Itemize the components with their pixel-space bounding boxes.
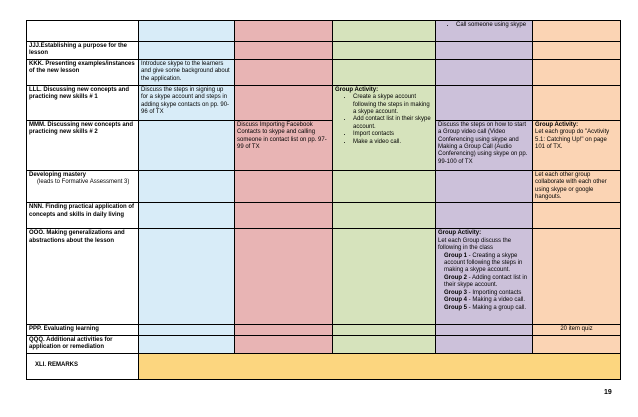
- day5-cell: [533, 120, 621, 170]
- group-activity-title: Group Activity:: [535, 121, 579, 128]
- day1-cell: [139, 325, 235, 335]
- table-row: [27, 335, 621, 353]
- table-row: [27, 229, 621, 325]
- day5-cell: [533, 203, 621, 229]
- row-label-title: Developing mastery: [29, 171, 87, 178]
- day1-cell: [139, 21, 235, 42]
- day2-cell: [235, 170, 333, 203]
- page-number: 19: [604, 389, 612, 396]
- day4-cell: [436, 203, 533, 229]
- row-label: LLL. Discussing new concepts and practicing new skills # 1: [27, 85, 139, 120]
- row-label-sub: (leads to Formative Assessment 3): [37, 179, 130, 186]
- table-row: [27, 203, 621, 229]
- group-text: - Adding contact list in their skype account.: [444, 274, 528, 289]
- day2-cell: [235, 42, 333, 60]
- day5-cell: 20 item quiz: [533, 325, 621, 335]
- day3-cell: [333, 85, 436, 170]
- lesson-plan-table: [26, 20, 621, 380]
- row-label: QQQ. Additional activities for application or remediation: [27, 335, 139, 353]
- day4-cell: [436, 42, 533, 60]
- day5-cell: [533, 229, 621, 325]
- day2-cell: [235, 85, 333, 120]
- day5-cell: [533, 21, 621, 42]
- group-name: Group 4: [444, 297, 468, 304]
- day4-cell: [436, 170, 533, 203]
- group-text: - Creating a skype account following the steps in making a skype account.: [444, 252, 523, 274]
- list-item: • Call someone using skype: [456, 22, 530, 29]
- day3-cell: [333, 42, 436, 60]
- group-text: - Making a video call.: [467, 297, 526, 304]
- day3-cell: [333, 229, 436, 325]
- row-label-cell: [27, 21, 139, 42]
- table-row: [27, 42, 621, 60]
- day2-cell: Discuss Importing Facebook Contacts to skype and calling someone in contact list on pp. 97-99 of TX: [235, 120, 333, 170]
- day1-cell: [139, 42, 235, 60]
- table-row: [27, 85, 621, 120]
- day4-cell: [436, 21, 533, 42]
- table-row: [27, 170, 621, 203]
- table-row: [27, 59, 621, 85]
- day3-cell: [333, 59, 436, 85]
- table-row: [27, 325, 621, 335]
- day4-cell: [436, 325, 533, 335]
- day2-cell: [235, 335, 333, 353]
- table-row: [27, 353, 621, 379]
- day2-cell: [235, 325, 333, 335]
- group-item: [438, 297, 530, 304]
- group-name: Group 5: [444, 304, 468, 311]
- day4-cell: [436, 85, 533, 120]
- row-label: KKK. Presenting examples/instances of the new lesson: [27, 59, 139, 85]
- day1-cell: [139, 203, 235, 229]
- day1-cell: [139, 229, 235, 325]
- day4-cell: [436, 335, 533, 353]
- day3-cell: [333, 21, 436, 42]
- row-label: XLI. REMARKS: [27, 353, 139, 379]
- group-item: [438, 253, 530, 275]
- list-item: • Add contact list in their skype account.: [353, 116, 433, 131]
- day1-cell: [139, 335, 235, 353]
- row-label: [27, 170, 139, 203]
- bullet-list: [438, 22, 530, 29]
- group-name: Group 1: [444, 252, 468, 259]
- day4-cell: Discuss the steps on how to start a Group video call (Video Conferencing using skype and Making a Group Call (Audio Conferencing) using skype on pp. 99-100 of TX: [436, 120, 533, 170]
- list-item: • Create a skype account following the steps in making a skype account.: [353, 94, 433, 116]
- row-label: PPP. Evaluating learning: [27, 325, 139, 335]
- day2-cell: [235, 229, 333, 325]
- row-label: OOO. Making generalizations and abstractions about the lesson: [27, 229, 139, 325]
- bullet-list: [335, 94, 433, 146]
- day5-cell: [533, 85, 621, 120]
- day5-cell: [533, 42, 621, 60]
- day1-cell: Discuss the steps in signing up for a skype account and steps in adding skype contacts on pp. 90-96 of TX: [139, 85, 235, 120]
- day5-cell: [533, 59, 621, 85]
- day5-cell: [533, 335, 621, 353]
- day4-cell: [436, 229, 533, 325]
- group-item: [438, 305, 530, 312]
- day2-cell: [235, 203, 333, 229]
- group-activity-title: Group Activity:: [438, 230, 482, 237]
- row-label: JJJ.Establishing a purpose for the lesson: [27, 42, 139, 60]
- list-item: • Make a video call.: [353, 139, 433, 146]
- group-item: [438, 275, 530, 290]
- table-row: [27, 21, 621, 42]
- day1-cell: [139, 170, 235, 203]
- day2-cell: [235, 59, 333, 85]
- row-label: NNN. Finding practical application of concepts and skills in daily living: [27, 203, 139, 229]
- group-name: Group 2: [444, 274, 468, 281]
- row-label: MMM. Discussing new concepts and practicing new skills # 2: [27, 120, 139, 170]
- list-item: • Import contacts: [353, 131, 433, 138]
- activity-intro: Let each Group discuss the following in the class: [438, 237, 512, 252]
- day1-cell: Introduce skype to the learners and give some background about the application.: [139, 59, 235, 85]
- table-row: [27, 120, 621, 170]
- day5-cell: Let each other group collaborate with each other using skype or google hangouts.: [533, 170, 621, 203]
- group-name: Group 3: [444, 289, 468, 296]
- day3-cell: [333, 325, 436, 335]
- group-text: - Making a group call.: [467, 304, 527, 311]
- day3-cell: [333, 335, 436, 353]
- day3-cell: [333, 203, 436, 229]
- day4-cell: [436, 59, 533, 85]
- group-activity-title: Group Activity:: [335, 86, 379, 93]
- remarks-cell: [139, 353, 621, 379]
- group-text: - Importing contacts: [467, 289, 522, 296]
- day3-cell: [333, 170, 436, 203]
- group-item: [438, 290, 530, 297]
- activity-text: Let each group do "Acvtivity 5.1: Catching Up!" on page 101 of TX.: [535, 129, 610, 151]
- day1-cell: [139, 120, 235, 170]
- day2-cell: [235, 21, 333, 42]
